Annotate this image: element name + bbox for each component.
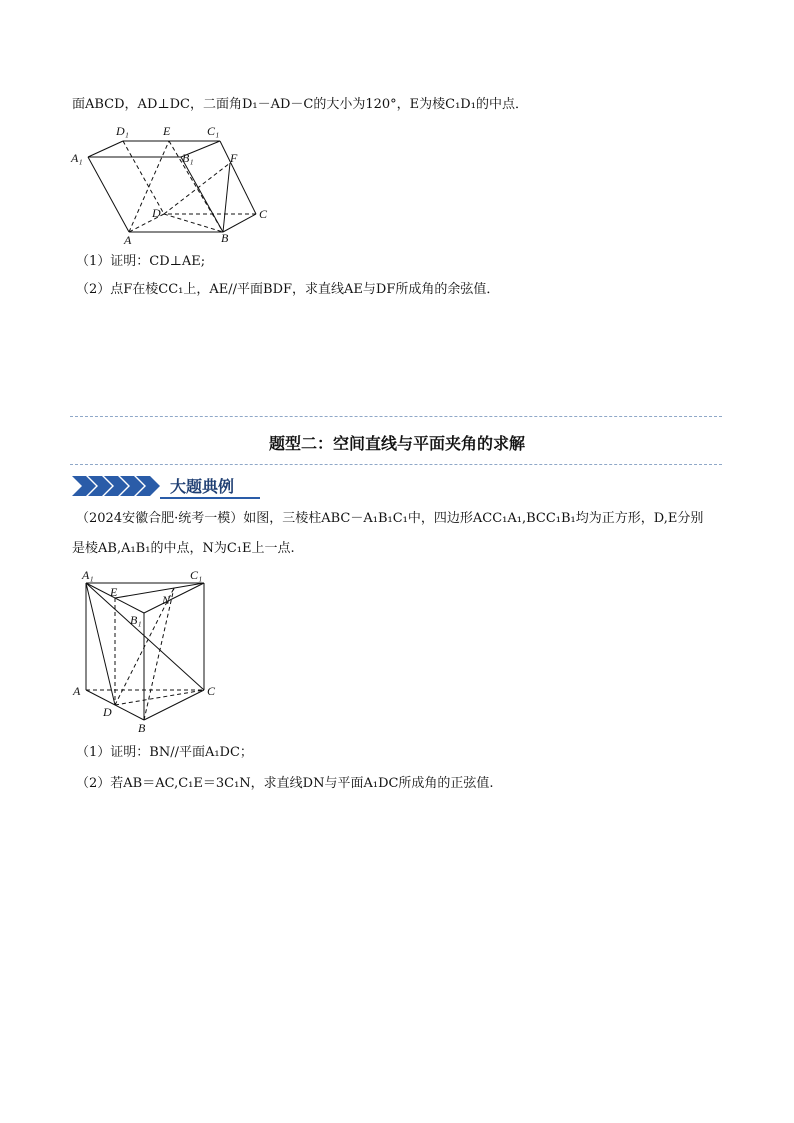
banner-chevrons-icon xyxy=(72,474,164,498)
edge-b1-c1 xyxy=(144,583,204,613)
label-c: C xyxy=(259,207,268,221)
label-b1: B₁ xyxy=(130,613,142,627)
segment-d-c xyxy=(115,690,204,705)
label-a1: A₁ xyxy=(71,151,83,165)
segment-b-n xyxy=(144,588,174,720)
label-f: F xyxy=(230,151,238,165)
segment-d-f xyxy=(164,163,230,214)
label-e: E xyxy=(110,585,118,599)
label-b1: B₁ xyxy=(182,151,194,165)
edge-c1-c xyxy=(220,141,256,214)
problem1-intro: 面ABCD，AD⊥DC，二面角D₁－AD－C的大小为120°，E为棱C₁D₁的中点． xyxy=(72,97,528,112)
section-title: 题型二：空间直线与平面夹角的求解 xyxy=(268,434,525,453)
edge-d1-d xyxy=(123,141,164,214)
problem1-question2: （2）点F在棱CC₁上，AE//平面BDF，求直线AE与DF所成角的余弦值． xyxy=(76,282,500,297)
segment-a1-d xyxy=(86,583,115,705)
problem2-line1: （2024安徽合肥·统考一模）如图，三棱柱ABC－A₁B₁C₁中，四边形ACC₁A₁,BCC₁B₁均为正方形，D,E分别 xyxy=(76,511,704,526)
label-e: E xyxy=(163,124,171,138)
label-b: B xyxy=(138,721,146,735)
label-b: B xyxy=(221,231,229,245)
segment-a-e xyxy=(129,141,169,232)
label-c1: C₁ xyxy=(190,568,203,582)
edge-b-c xyxy=(223,214,256,232)
label-d: D xyxy=(103,705,112,719)
edge-b-c xyxy=(144,690,204,720)
figure-triangular-prism xyxy=(70,566,230,736)
edge-a1-d1 xyxy=(88,141,123,157)
label-d1: D₁ xyxy=(116,124,129,138)
problem1-question1: （1）证明：CD⊥AE; xyxy=(76,254,206,269)
label-a: A xyxy=(124,233,132,247)
divider-bottom xyxy=(70,464,722,465)
problem2-question2: （2）若AB＝AC,C₁E＝3C₁N，求直线DN与平面A₁DC所成角的正弦值. xyxy=(76,776,494,791)
edge-a1-a xyxy=(88,157,129,232)
label-d: D xyxy=(152,206,161,220)
label-a: A xyxy=(73,684,81,698)
divider-top xyxy=(70,416,722,417)
label-c1: C₁ xyxy=(207,124,220,138)
figure-parallelepiped xyxy=(66,120,286,248)
problem2-line2: 是棱AB,A₁B₁的中点，N为C₁E上一点. xyxy=(72,541,295,556)
segment-e-c1 xyxy=(115,583,204,598)
label-a1: A₁ xyxy=(82,568,94,582)
label-c: C xyxy=(207,684,216,698)
banner-label: 大题典例 xyxy=(170,477,235,496)
segment-b-f xyxy=(223,163,230,232)
banner-underline xyxy=(160,497,260,499)
segment-a1-c xyxy=(86,583,204,690)
label-n: N xyxy=(162,593,171,607)
problem2-question1: （1）证明：BN//平面A₁DC； xyxy=(76,745,253,760)
